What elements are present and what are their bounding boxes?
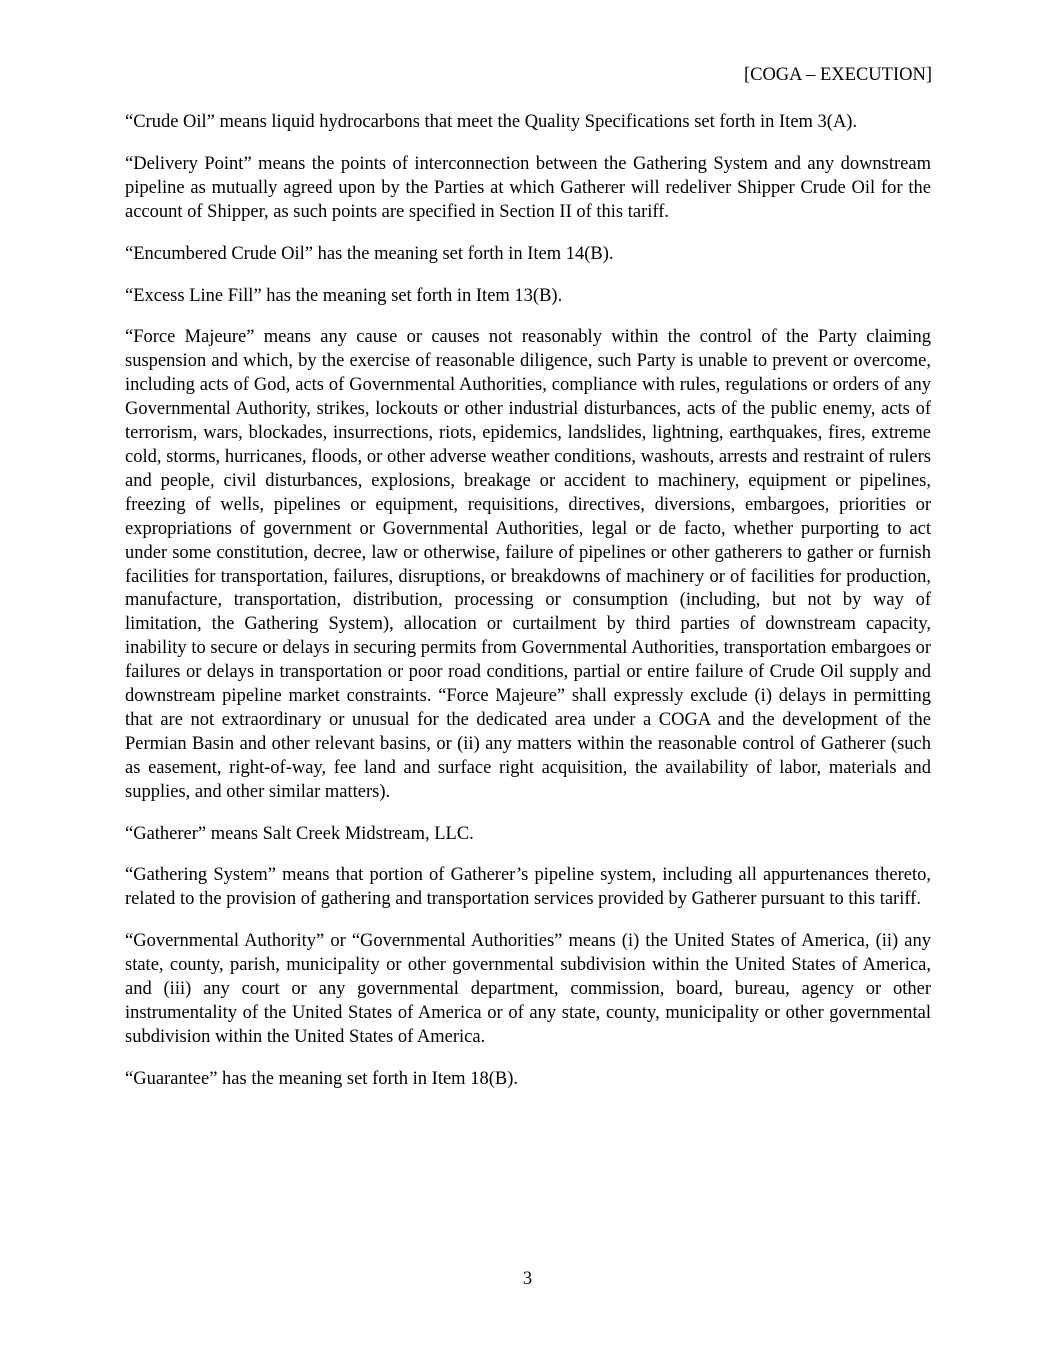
document-header: [COGA – EXECUTION] [743, 65, 932, 85]
definition-force-majeure: “Force Majeure” means any cause or causes not reasonably within the control of the Party claiming suspension and which, by the exercise of reasonable diligence, such Party is unable to prevent or overcome, including acts of God, acts of Governmental Authorities, compliance with rules, regulations or orders of any Governmental Authority, strikes, lockouts or other industrial disturbances, acts of the public enemy, acts of terrorism, wars, blockades, insurrections, riots, epidemics, landslides, lightning, earthquakes, fires, extreme cold, storms, hurricanes, floods, or other adverse weather conditions, washouts, arrests and restraint of rulers and people, civil disturbances, explosions, breakage or accident to machinery, equipment or pipelines, freezing of wells, pipelines or equipment, requisitions, directives, diversions, embargoes, priorities or expropriations of government or Governmental Authorities, legal or de facto, whether purporting to act under some constitution, decree, law or otherwise, failure of pipelines or other gatherers to gather or furnish facilities for transportation, failures, disruptions, or breakdowns of machinery or of facilities for production, manufacture, transportation, distribution, processing or consumption (including, but not by way of limitation, the Gathering System), allocation or curtailment by third parties of downstream capacity, inability to secure or delays in securing permits from Governmental Authorities, transportation embargoes or failures or delays in transportation or poor road conditions, partial or entire failure of Crude Oil supply and downstream pipeline market constraints. “Force Majeure” shall expressly exclude (i) delays in permitting that are not extraordinary or unusual for the dedicated area under a COGA and the development of the Permian Basin and other relevant basins, or (ii) any matters within the reasonable control of Gatherer (such as easement, right-of-way, fee land and surface right acquisition, the availability of labor, materials and supplies, and other similar matters). [125, 327, 931, 802]
definition-encumbered-crude-oil: “Encumbered Crude Oil” has the meaning set forth in Item 14(B). [125, 243, 614, 264]
definition-guarantee: “Guarantee” has the meaning set forth in Item 18(B). [125, 1068, 518, 1089]
definition-governmental-authority: “Governmental Authority” or “Governmental Authorities” means (i) the United States of America, (ii) any state, county, parish, municipality or other governmental subdivision within the United States of America, and (iii) any court or any governmental department, commission, board, bureau, agency or other instrumentality of the United States of America or of any state, county, municipality or other governmental subdivision within the United States of America. [125, 931, 931, 1047]
page-number: 3 [522, 1269, 533, 1289]
document-body [125, 111, 931, 1110]
definition-gathering-system: “Gathering System” means that portion of Gatherer’s pipeline system, including all appurtenances thereto, related to the provision of gathering and transportation services provided by Gatherer pursuant to this tariff. [125, 865, 931, 910]
definition-excess-line-fill: “Excess Line Fill” has the meaning set forth in Item 13(B). [125, 285, 563, 306]
definition-crude-oil: “Crude Oil” means liquid hydrocarbons that meet the Quality Specifications set forth in Item 3(A). [125, 112, 858, 132]
definition-gatherer: “Gatherer” means Salt Creek Midstream, LLC. [125, 823, 474, 844]
definition-delivery-point: “Delivery Point” means the points of interconnection between the Gathering System and any downstream pipeline as mutually agreed upon by the Parties at which Gatherer will redeliver Shipper Crude Oil for the account of Shipper, as such points are specified in Section II of this tariff. [125, 153, 931, 222]
